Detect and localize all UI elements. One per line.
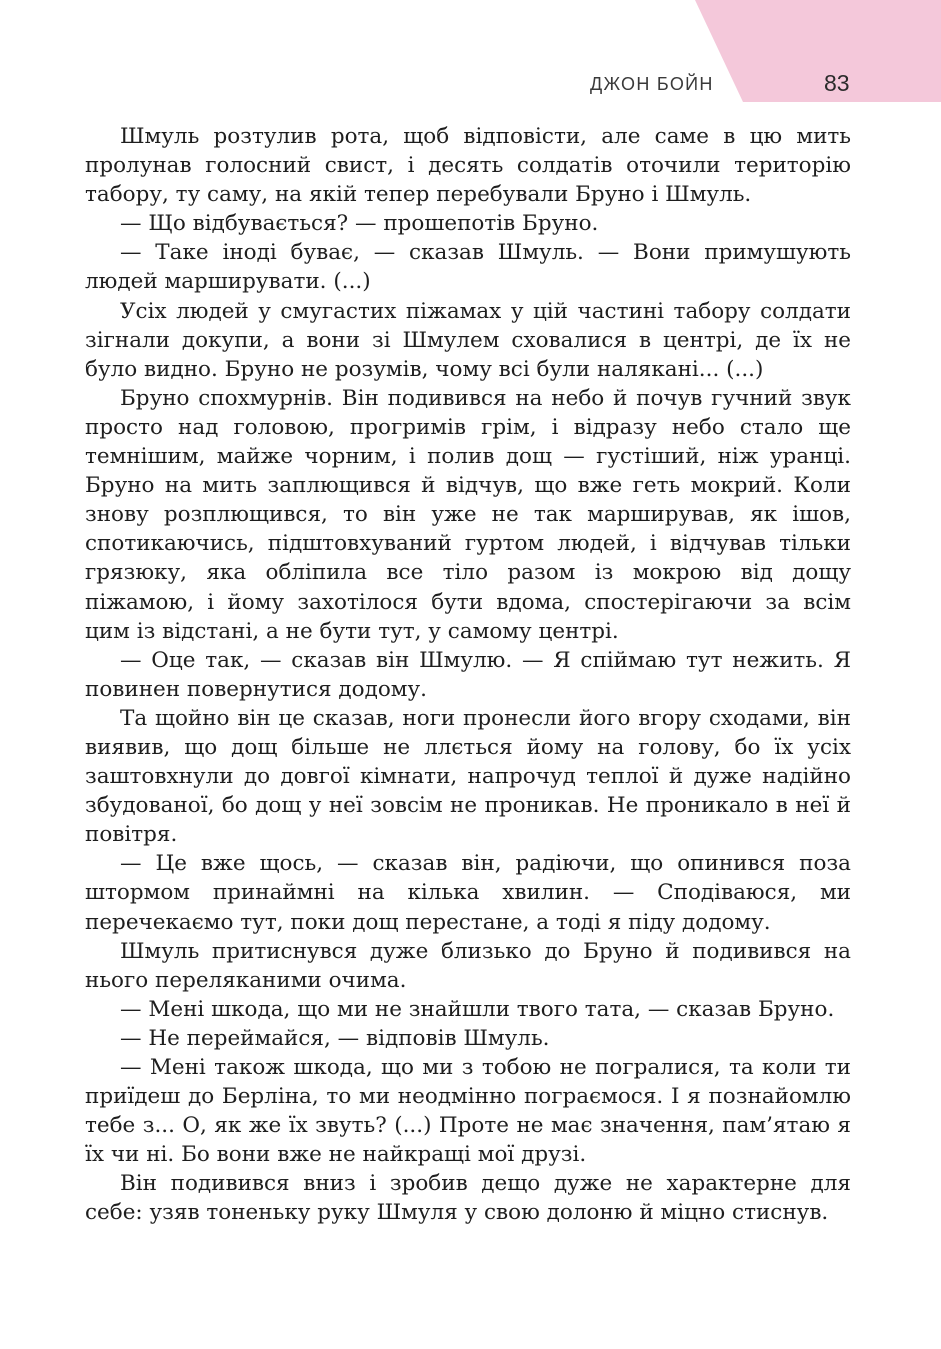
paragraph: — Таке іноді буває, — сказав Шмуль. — Вони примушують людей марширувати. (...) [85,240,851,295]
paragraph: Бруно спохмурнів. Він подивився на небо й почув гучний звук просто над головою, прогримів грім, і відразу небо стало ще темнішим, майже чорним, і полив дощ — густіший, ніж уранці. Бруно на мить заплющився й відчув, що вже геть мокрий. Коли знову розплющився, то він уже не так марширував, як ішов, спотикаючись, підштовхуваний гуртом людей, і відчував тільки грязюку, яка обліпила все тіло разом із мокрою від дощу піжамою, і йому захотілося бути вдома, спостерігаючи за всім цим із відстані, а не бути тут, у самому центрі. [85,385,851,644]
paragraph: — Мені шкода, що ми не знайшли твого тата, — сказав Бруно. [120,996,835,1022]
paragraph: Шмуль розтулив рота, щоб відповісти, але саме в цю мить пролунав голосний свист, і десять солдатів оточили територію табору, ту саму, на якій тепер перебували Бруно і Шмуль. [85,124,851,208]
paragraph: — Що відбувається? — прошепотів Бруно. [120,211,599,237]
paragraph: — Це вже щось, — сказав він, радіючи, що опинився поза штормом принаймні на кілька хвилин. — Сподіваюся, ми перечекаємо тут, поки дощ перестане, а тоді я піду додому. [85,851,851,935]
paragraph: Він подивився вниз і зробив дещо дуже не характерне для себе: узяв тоненьку руку Шмуля у свою долоню й міцно стиснув. [85,1171,851,1226]
body-text [85,122,851,1228]
page-number: 83 [824,70,850,96]
paragraph: Усіх людей у смугастих піжамах у цій частині табору солдати зігнали докупи, а вони зі Шмулем сховалися в центрі, де їх не було видно. Бруно не розумів, чому всі були налякані... (...) [85,298,851,382]
running-header-author: ДЖОН БОЙН [590,74,714,94]
paragraph: — Не переймайся, — відповів Шмуль. [120,1025,550,1051]
paragraph: Шмуль притиснувся дуже близько до Бруно й подивився на нього переляканими очима. [85,938,851,993]
paragraph: — Оце так, — сказав він Шмулю. — Я спіймаю тут нежить. Я повинен повернутися додому. [85,647,851,702]
paragraph: — Мені також шкода, що ми з тобою не погралися, та коли ти приїдеш до Берліна, то ми неодмінно пограємося. І я познайомлю тебе з... О, як же їх звуть? (...) Проте не має значення, пам’ятаю я їх чи ні. Бо вони вже не найкращі мої друзі. [85,1055,851,1168]
corner-accent-tab [695,0,941,102]
paragraph: Та щойно він це сказав, ноги пронесли його вгору сходами, він виявив, що дощ більше не ллється йому на голову, бо їх усіх заштовхнули до довгої кімнати, напрочуд теплої й дуже надійно збудованої, бо дощ у неї зовсім не проникав. Не проникало в неї й повітря. [85,705,851,848]
